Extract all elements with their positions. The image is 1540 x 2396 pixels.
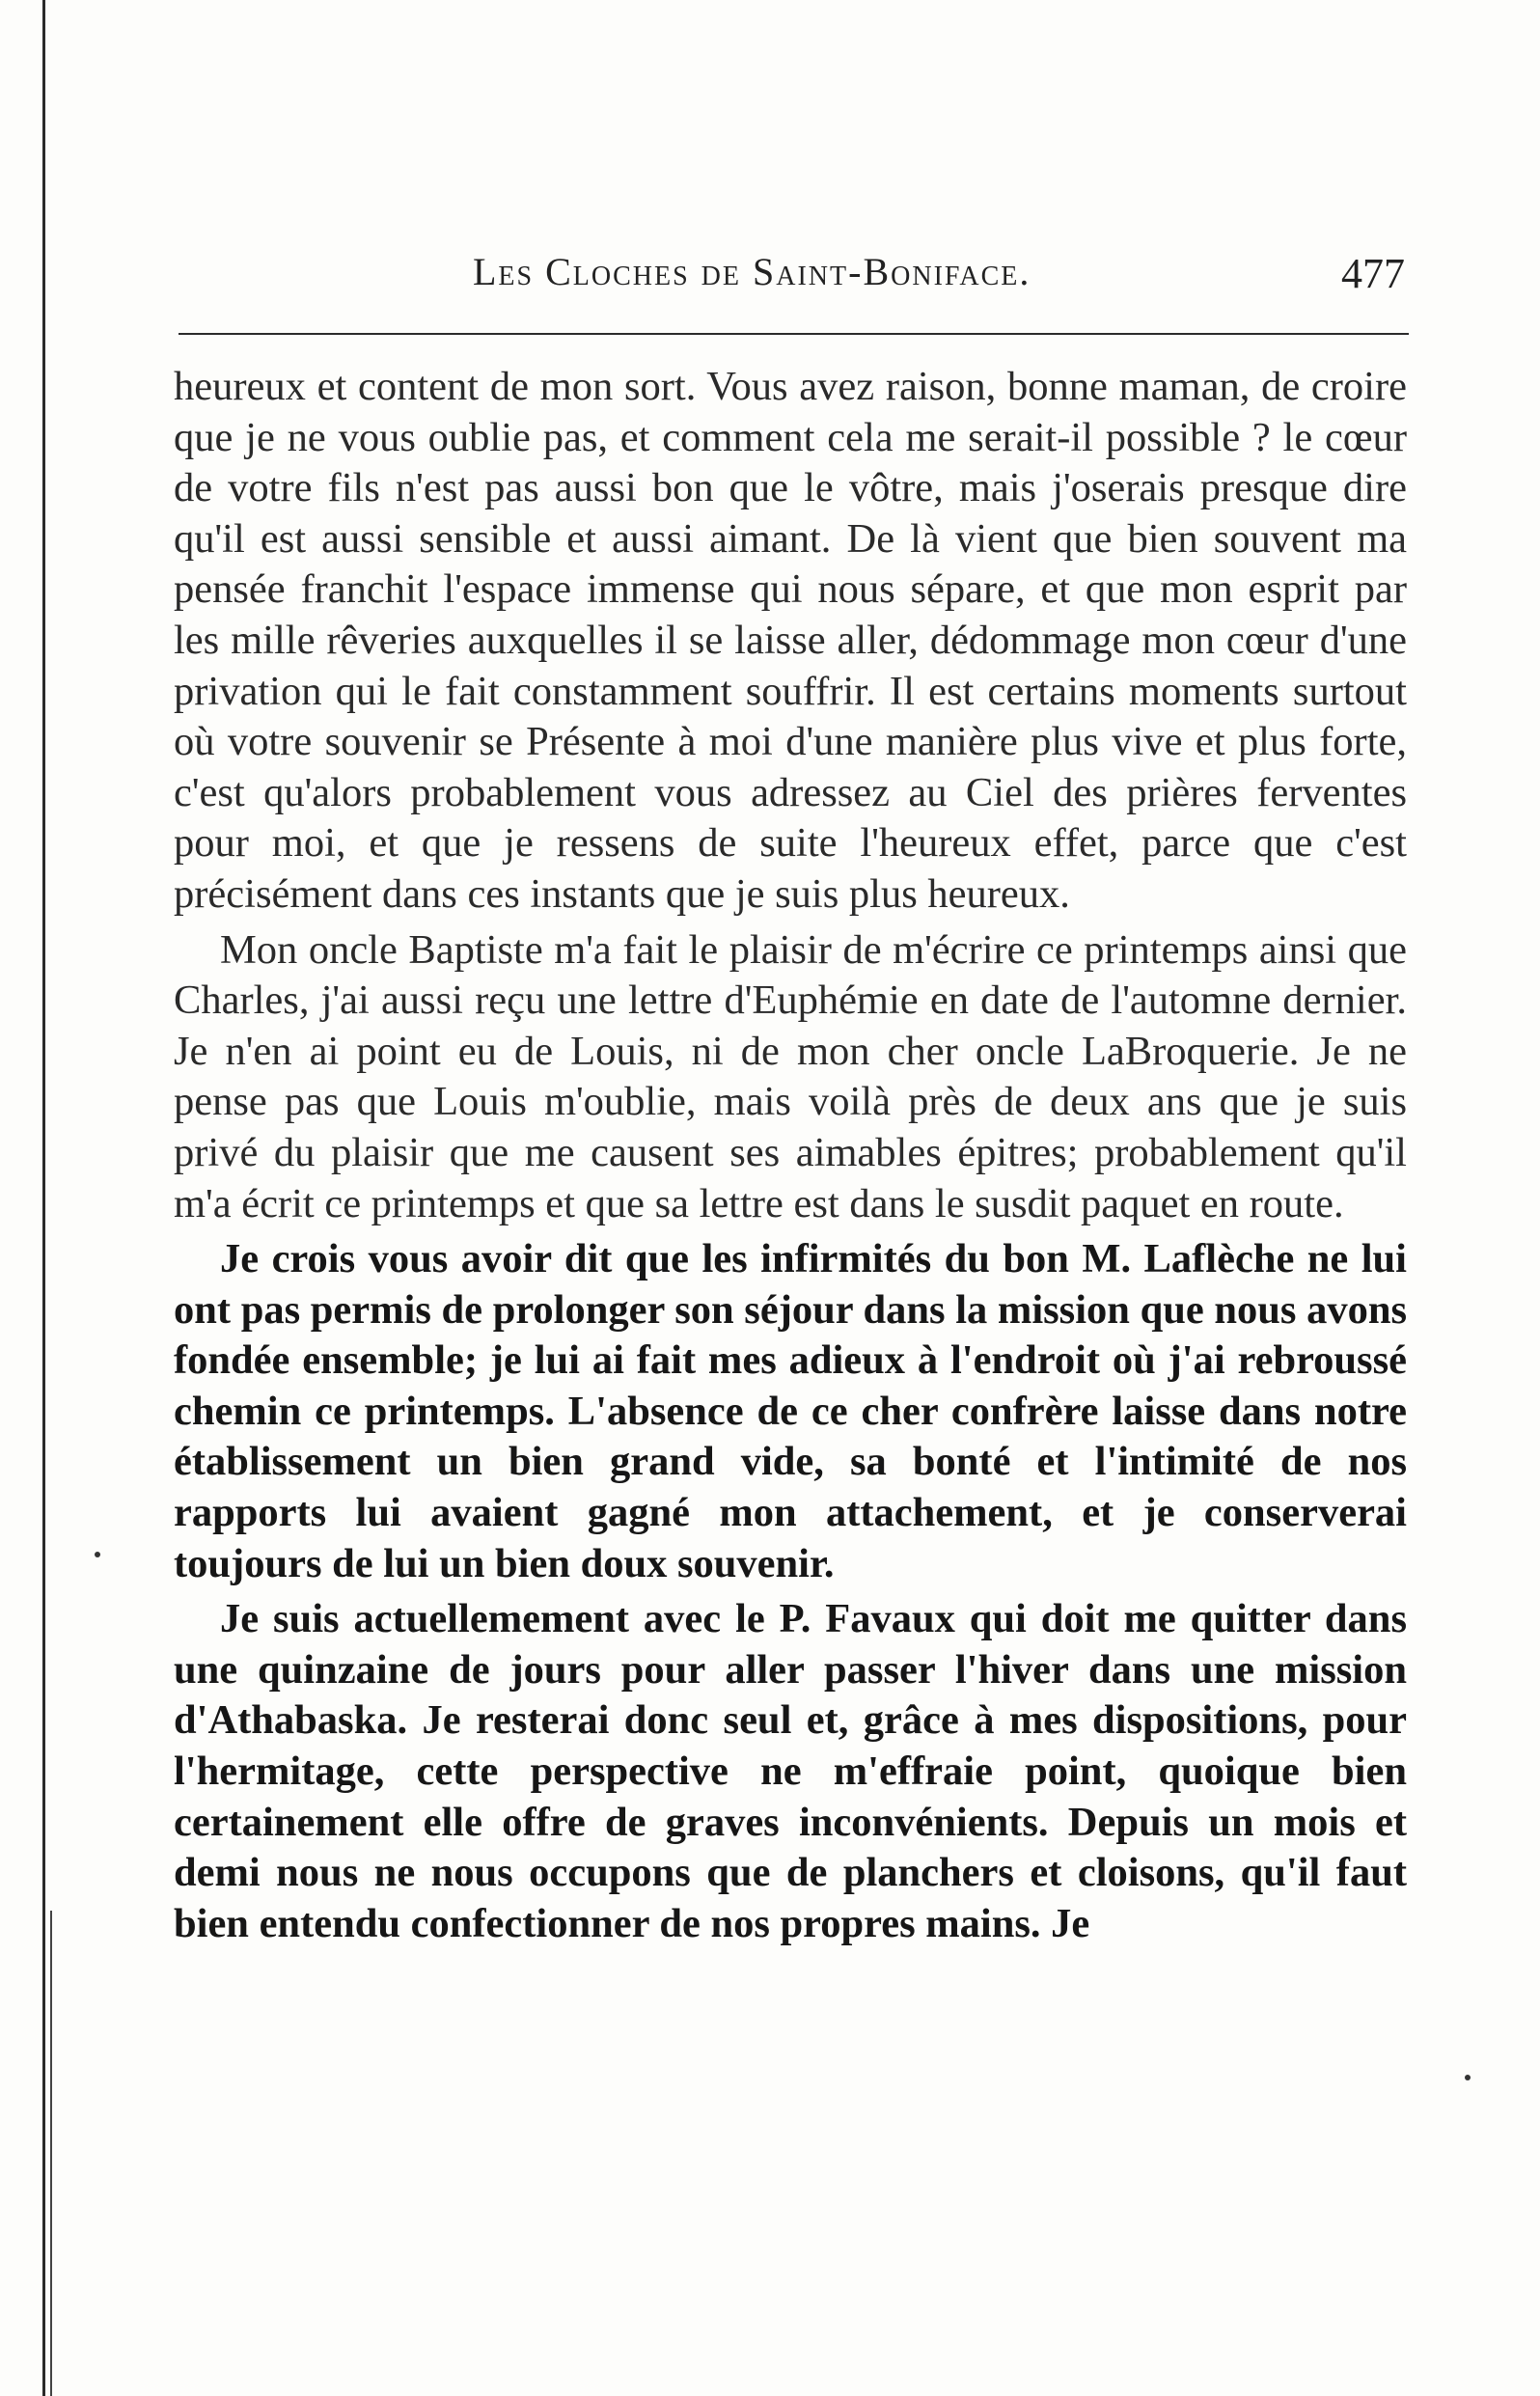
- header-rule: [179, 333, 1409, 335]
- paragraph-laflèche: Je crois vous avoir dit que les infirmités du bon M. Laflèche ne lui ont pas permis de prolonger son séjour dans la mission que nous avons fondée ensemble; je lui ai fait mes adieux à l'endroit où j'ai rebroussé chemin ce printemps. L'absence de ce cher confrère laisse dans notre établissement un bien grand vide, sa bonté et l'intimité de nos rapports lui avaient gagné mon attachement, et je conserverai toujours de lui un bien doux souvenir.: [174, 1236, 1407, 1586]
- ink-speck: [95, 1552, 100, 1557]
- paragraph-favaux: Je suis actuellemement avec le P. Favaux qui doit me quitter dans une quinzaine de jours pour aller passer l'hiver dans une mission d'Athabaska. Je resterai donc seul et, grâce à mes dispositions, pour l'hermitage, cette perspective ne m'effraie point, quoique bien certainement elle offre de graves inconvénients. Depuis un mois et demi nous ne nous occupons que de planchers et cloisons, qu'il faut bien entendu confectionner de nos propres mains. Je: [174, 1596, 1407, 1946]
- page-number: 477: [1341, 250, 1405, 297]
- page-edge-shadow: [42, 0, 45, 2396]
- body-text: [174, 362, 1407, 1949]
- paragraph-oncle-baptiste: Mon oncle Baptiste m'a fait le plaisir de m'écrire ce printemps ainsi que Charles, j'ai aussi reçu une lettre d'Euphémie en date de l'automne dernier. Je n'en ai point eu de Louis, ni de mon cher oncle LaBroquerie. Je ne pense pas que Louis m'oublie, mais voilà près de deux ans que je suis privé du plaisir que me causent ses aimables épitres; probablement qu'il m'a écrit ce printemps et que sa lettre est dans le susdit paquet en route.: [174, 926, 1407, 1226]
- running-head-title: Les Cloches de Saint-Boniface.: [473, 250, 1031, 293]
- ink-speck: [1465, 2075, 1471, 2080]
- page-edge-shadow-lower: [50, 1911, 52, 2396]
- paragraph-continued: heureux et content de mon sort. Vous avez raison, bonne maman, de croire que je ne vous oublie pas, et comment cela me serait-il possible ? le cœur de votre fils n'est pas aussi bon que le vôtre, mais j'oserais presque dire qu'il est aussi sensible et aussi aimant. De là vient que bien souvent ma pensée franchit l'espace immense qui nous sépare, et que mon esprit par les mille rêveries auxquelles il se laisse aller, dédommage mon cœur d'une privation qui le fait constamment souffrir. Il est certains moments surtout où votre souvenir se Présente à moi d'une manière plus vive et plus forte, c'est qu'alors probablement vous adressez au Ciel des prières ferventes pour moi, et que je ressens de suite l'heureux effet, parce que c'est précisément dans ces instants que je suis plus heureux.: [174, 364, 1407, 917]
